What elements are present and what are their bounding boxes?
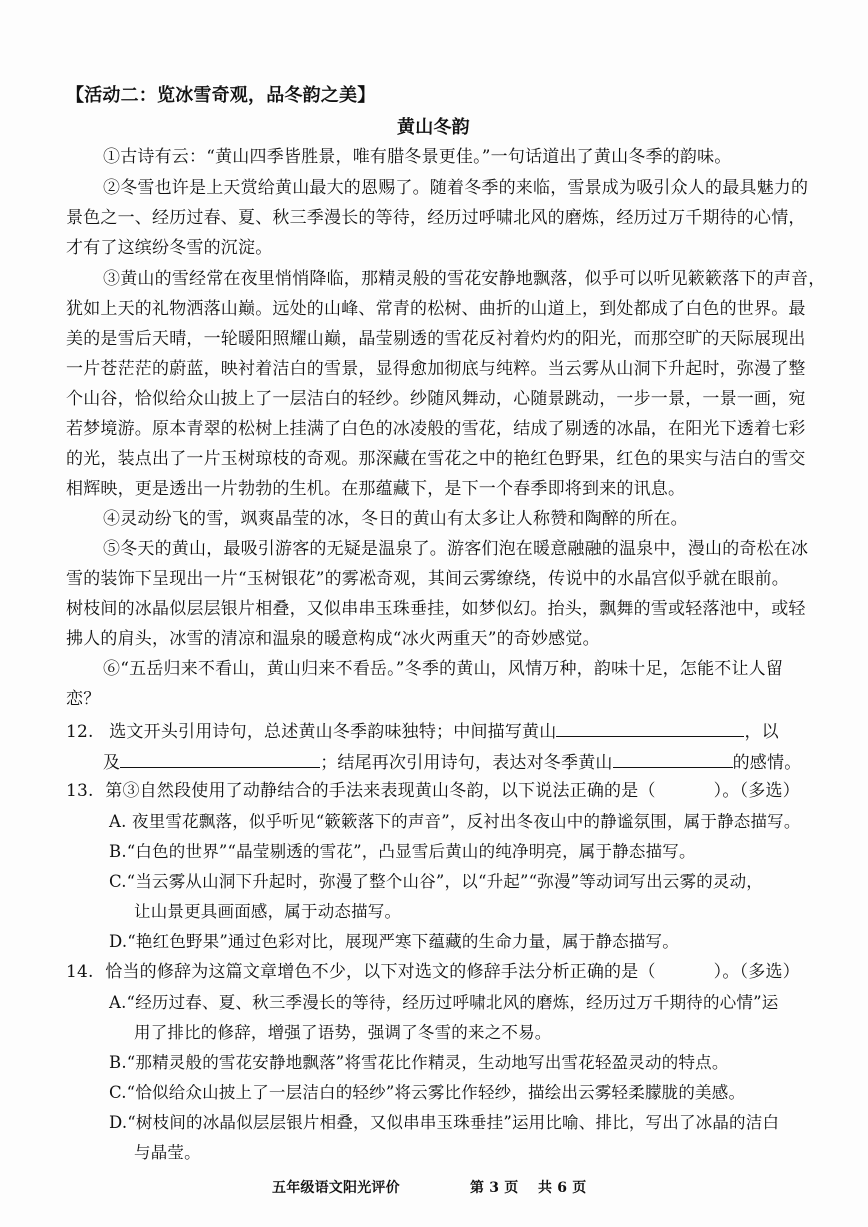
article-line: 的光，装点出了一片玉树琼枝的奇观。那深藏在雪花之中的艳红色野果，红色的果实与洁白的雪交 <box>66 449 806 469</box>
option-b: B.“那精灵般的雪花安静地飘落”将雪花比作精灵，生动地写出雪花轻盈灵动的特点。 <box>109 1053 729 1072</box>
answer-blank[interactable] <box>120 749 320 768</box>
answer-blank[interactable] <box>556 718 744 737</box>
footer-total-pages: 共 6 页 <box>538 1180 587 1196</box>
question-text: 恰当的修辞为这篇文章增色不少，以下对选文的修辞手法分析正确的是（ <box>105 962 656 982</box>
article-line: 个山谷，恰似给众山披上了一层洁白的轻纱。纱随风舞动，心随景跳动，一步一景，一景一画，宛 <box>66 389 806 409</box>
option-d: D.“树枝间的冰晶似层层银片相叠，又似串串玉珠垂挂”运用比喻、排比，写出了冰晶的洁白 <box>109 1113 780 1132</box>
question-12-line-1 <box>66 718 779 744</box>
option-a-cont: 用了排比的修辞，增强了语势，强调了冬雪的来之不易。 <box>134 1023 552 1042</box>
article-line: 一片苍茫茫的蔚蓝，映衬着洁白的雪景，显得愈加彻底与纯粹。当云雾从山洞下升起时，弥漫了整 <box>66 359 806 379</box>
question-number: 13. <box>66 781 94 801</box>
question-13-stem <box>66 779 800 803</box>
option-a: A. 夜里雪花飘落，似乎听见“簌簌落下的声音”，反衬出冬夜山中的静谧氛围，属于静态描写。 <box>109 812 801 831</box>
article-line: 恋？ <box>66 689 101 709</box>
article-line: ⑤冬天的黄山，最吸引游客的无疑是温泉了。游客们泡在暖意融融的温泉中，漫山的奇松在冰 <box>103 539 809 559</box>
article-line: ②冬雪也许是上天赏给黄山最大的恩赐了。随着冬季的来临，雪景成为吸引众人的最具魅力的 <box>103 178 809 198</box>
article-line: ④灵动纷飞的雪，飒爽晶莹的冰，冬日的黄山有太多让人称赞和陶醉的所在。 <box>103 509 688 529</box>
option-c: C.“恰似给众山披上了一层洁白的轻纱”将云雾比作轻纱，描绘出云雾轻柔朦胧的美感。 <box>109 1083 746 1102</box>
activity-heading: 【活动二：览冰雪奇观，品冬韵之美】 <box>66 85 376 106</box>
article-line: 美的是雪后天晴，一轮暖阳照耀山巅，晶莹剔透的雪花反衬着灼灼的阳光，而那空旷的天际展现出 <box>66 329 806 349</box>
article-line: 若梦境游。原本青翠的松树上挂满了白色的冰凌般的雪花，结成了剔透的冰晶，在阳光下透着七彩 <box>66 419 806 439</box>
article-line: 拂人的肩头，冰雪的清凉和温泉的暖意构成“冰火两重天”的奇妙感觉。 <box>66 629 600 649</box>
article-line: 相辉映，更是透出一片勃勃的生机。在那蕴藏下，是下一个春季即将到来的讯息。 <box>66 479 686 499</box>
option-c: C.“当云雾从山洞下升起时，弥漫了整个山谷”，以“升起”“弥漫”等动词写出云雾的灵动， <box>109 872 763 891</box>
question-number: 14. <box>66 962 94 982</box>
answer-blank[interactable] <box>613 749 733 768</box>
question-text: ；结尾再次引用诗句，表达对冬季黄山 <box>320 753 613 773</box>
question-text: 选文开头引用诗句，总述黄山冬季韵味独特；中间描写黄山 <box>109 722 557 742</box>
article-line: ⑥“五岳归来不看山，黄山归来不看岳。”冬季的黄山，风情万种，韵味十足，怎能不让人留 <box>103 659 784 679</box>
question-14-stem <box>66 960 800 984</box>
question-text: ，以 <box>744 722 779 742</box>
question-number: 12. <box>66 722 94 742</box>
question-text: ）。（多选） <box>713 962 800 982</box>
footer-exam-name: 五年级语文阳光评价 <box>272 1180 400 1196</box>
article-title: 黄山冬韵 <box>397 117 470 138</box>
option-d-cont: 与晶莹。 <box>134 1143 201 1162</box>
question-text: 及 <box>103 753 121 773</box>
option-b: B.“白色的世界”“晶莹剔透的雪花”，凸显雪后黄山的纯净明亮，属于静态描写。 <box>109 842 696 861</box>
article-line: 才有了这缤纷冬雪的沉淀。 <box>66 238 273 258</box>
article-line: 雪的装饰下呈现出一片“玉树银花”的雾凇奇观，其间云雾缭绕，传说中的水晶宫似乎就在眼前。 <box>66 569 789 589</box>
footer-page-number: 第 3 页 <box>470 1180 519 1196</box>
article-line: ③黄山的雪经常在夜里悄悄降临，那精灵般的雪花安静地飘落，似乎可以听见簌簌落下的声音， <box>103 269 826 289</box>
option-d: D.“艳红色野果”通过色彩对比，展现严寒下蕴藏的生命力量，属于静态描写。 <box>109 932 679 951</box>
article-line: 树枝间的冰晶似层层银片相叠，又似串串玉珠垂挂，如梦似幻。抬头，飘舞的雪或轻落池中，或轻 <box>66 599 806 619</box>
option-a: A.“经历过春、夏、秋三季漫长的等待，经历过呼啸北风的磨炼，经历过万千期待的心情”运 <box>109 993 779 1012</box>
question-text: ）。（多选） <box>713 781 800 801</box>
article-line: 犹如上天的礼物洒落山巅。远处的山峰、常青的松树、曲折的山道上，到处都成了白色的世界。最 <box>66 299 806 319</box>
article-line: 景色之一、经历过春、夏、秋三季漫长的等待，经历过呼啸北风的磨炼，经历过万千期待的心情， <box>66 208 806 228</box>
question-12-line-2 <box>103 749 801 775</box>
option-c-cont: 让山景更具画面感，属于动态描写。 <box>134 902 402 921</box>
question-text: 第③自然段使用了动静结合的手法来表现黄山冬韵，以下说法正确的是（ <box>105 781 656 801</box>
question-text: 的感情。 <box>732 753 802 773</box>
article-line: ①古诗有云：“黄山四季皆胜景，唯有腊冬景更佳。”一句话道出了黄山冬季的韵味。 <box>103 147 732 167</box>
